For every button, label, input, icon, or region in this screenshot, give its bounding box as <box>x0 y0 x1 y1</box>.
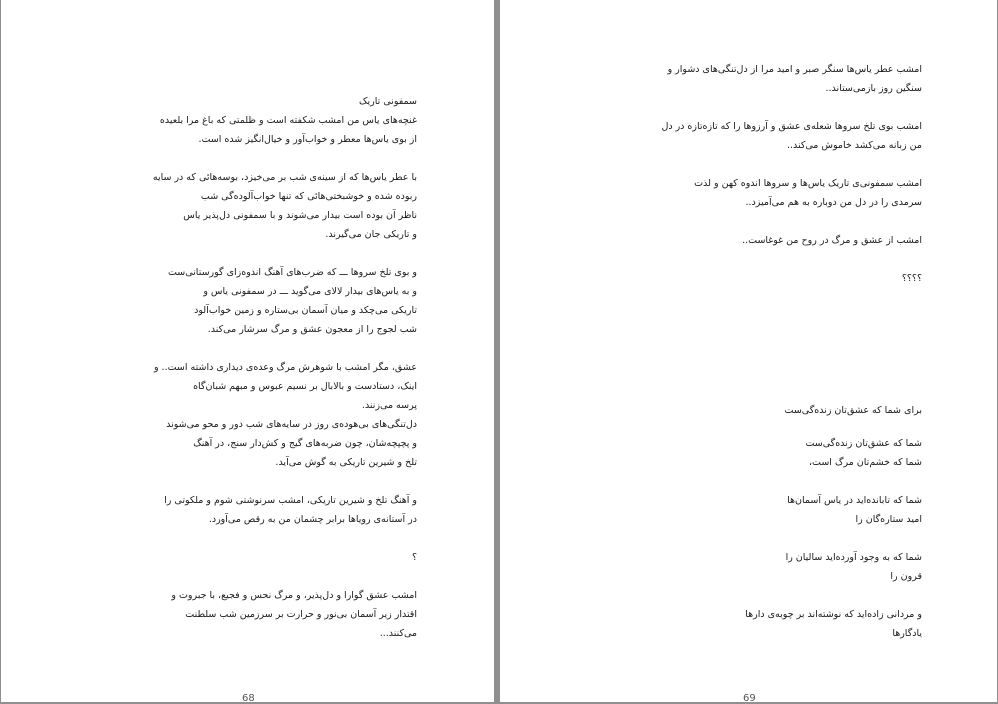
paragraph: امشب عشق گوارا و دل‌پذیر، و مرگ نحس و فجیع، با جبروت و اقتدار زیر آسمان بی‌نور و حرارت بر سرزمین شب سلطنت می‌کنند... <box>171 590 417 639</box>
page-number: 68 <box>242 693 255 704</box>
page-number: 69 <box>743 693 756 704</box>
stanza: شما که عشق‌تان زنده‌گی‌ست شما که خشم‌تان مرگ است، <box>805 438 922 468</box>
stanza: شما که به وجود آورده‌اید سالیان را قرون را <box>785 552 922 582</box>
paragraph: و آهنگ تلخ و شیرین تاریکی، امشب سرنوشتی شوم و ملکوتی را در آستانه‌ی رویاها برابر چشمان من به رقص می‌آورد. <box>164 495 417 525</box>
paragraph: امشب سمفونی‌ی تاریک یاس‌ها و سروها اندوه کهن و لذت سرمدی را در دل من دوباره به هم می‌آمیزد.. <box>694 178 922 208</box>
poem-title: برای شما که عشق‌تان زنده‌گی‌ست <box>784 405 922 416</box>
left-page <box>1 0 494 702</box>
left-page-text <box>153 92 417 643</box>
paragraph: ؟ <box>411 552 417 563</box>
paragraph: ؟؟؟؟ <box>901 273 922 284</box>
paragraph: امشب بوی تلخ سروها شعله‌ی عشق و آرزوها را که تازه‌تازه در دل من زبانه می‌کشد خاموش می‌کند.. <box>661 121 922 151</box>
stanza: و مردانی زاده‌اید که نوشته‌اند بر چوبه‌ی دارها یادگارها <box>745 609 922 639</box>
right-page-poem <box>745 401 922 643</box>
paragraph: و بوی تلخ سروها ـــ که ضرب‌های آهنگ اندوه‌زای گورستانی‌ست و به یاس‌های بیدار لالای می‌گوید ـــ در سمفونی یاس و تاریکی می‌چکد و میان آسمان بی‌ستاره و زمین خواب‌آلود شب لجوج را از معجون عشق و مرگ سرشار می‌کند. <box>167 267 417 335</box>
right-page-upper-text <box>661 60 922 288</box>
paragraph: غنچه‌های یاس من امشب شکفته است و ظلمتی که باغ مرا بلعیده از بوی یاس‌ها معطر و خواب‌آور و خیال‌انگیز شده است. <box>159 115 417 145</box>
poem-title: سمفونی تاریک <box>358 96 417 107</box>
paragraph: با عطر یاس‌ها که از سینه‌ی شب بر می‌خیزد، بوسه‌هائی که در سایه ربوده شده و خوشبختی‌هائی که تنها خواب‌آلوده‌گی شب ناظر آن بوده است بیدار می‌شوند و با سمفونی دل‌پذیر یاس و تاریکی جان می‌گیرند. <box>152 172 417 240</box>
paragraph: امشب عطر یاس‌ها سنگر صبر و امید مرا از دل‌تنگی‌های دشوار و سنگین روز بازمی‌ستاند.. <box>667 64 922 94</box>
right-page <box>500 0 997 702</box>
paragraph: امشب از عشق و مرگ در روح من غوغاست.. <box>742 235 922 246</box>
paragraph: عشق، مگر امشب با شوهرش مرگ وعده‌ی دیداری داشته است.. و اینک، دستادست و بالابال بر نسیم عبوس و مبهم شبان‌گاه پرسه می‌زنند. دل‌تنگی‌های بی‌هوده‌ی روز در سایه‌های شب دور و محو می‌شوند و پچپچه‌شان، چون ضربه‌های گیج و کش‌دار سنج، در آهنگ تلخ و شیرین تاریکی به گوش می‌آید. <box>153 362 417 468</box>
stanza: شما که تابانده‌اید در یاس آسمان‌ها امید ستاره‌گان را <box>787 495 922 525</box>
